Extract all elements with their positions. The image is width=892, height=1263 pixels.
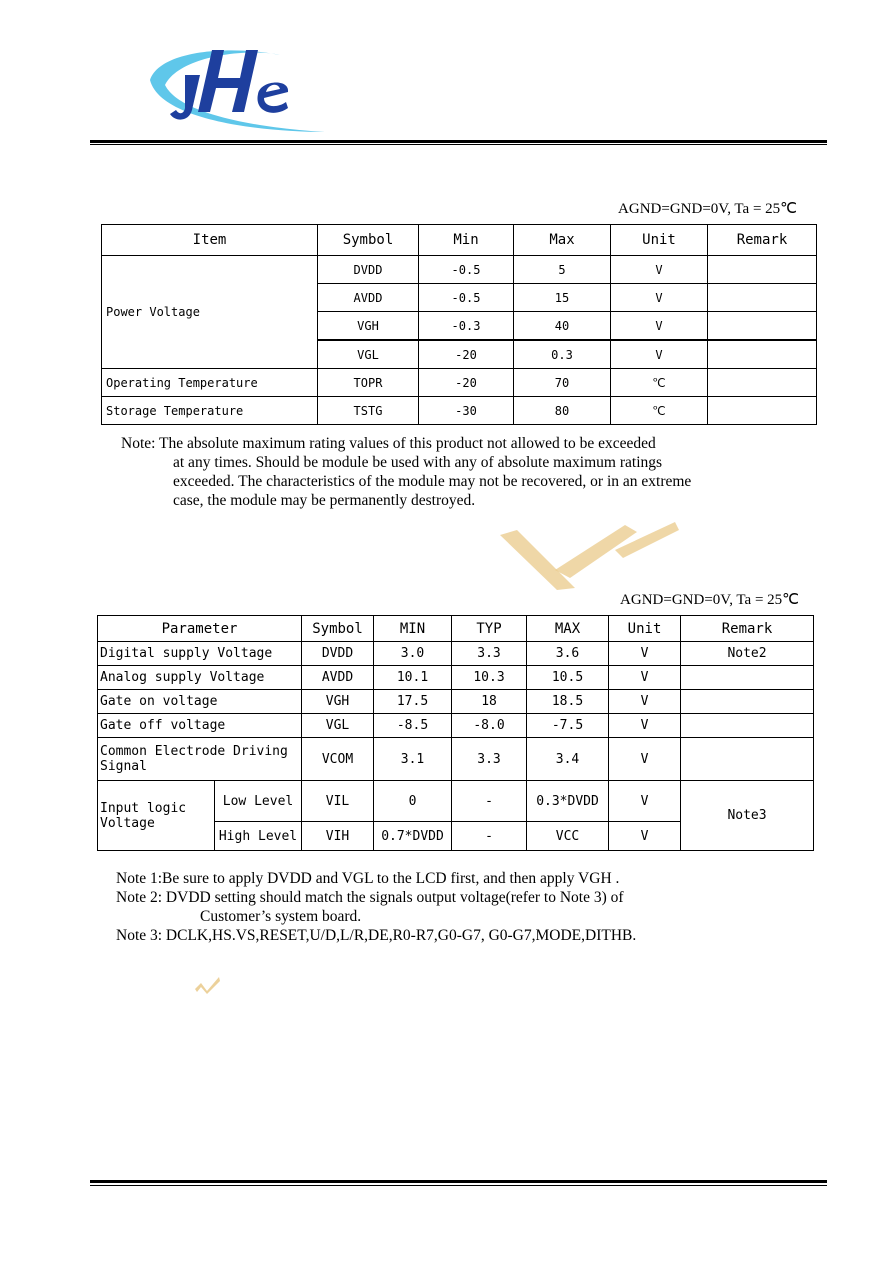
header-item: Item bbox=[102, 225, 318, 256]
param-cell: Gate on voltage bbox=[98, 690, 302, 714]
min-cell: -0.5 bbox=[419, 284, 514, 312]
unit-cell: V bbox=[609, 738, 681, 781]
table-row bbox=[102, 397, 817, 425]
remark-cell bbox=[708, 397, 817, 425]
header-remark: Remark bbox=[681, 616, 814, 642]
unit-cell: V bbox=[609, 714, 681, 738]
typ-cell: - bbox=[452, 822, 527, 851]
min-cell: 0.7*DVDD bbox=[374, 822, 452, 851]
unit-cell: V bbox=[609, 781, 681, 822]
table-row bbox=[98, 714, 814, 738]
note-1: Note 1:Be sure to apply DVDD and VGL to the LCD first, and then apply VGH . bbox=[116, 870, 620, 887]
max-cell: 3.4 bbox=[527, 738, 609, 781]
symbol-cell: TOPR bbox=[318, 369, 419, 397]
typ-cell: 10.3 bbox=[452, 666, 527, 690]
note-line: exceeded. The characteristics of the module may not be recovered, or in an extreme bbox=[173, 473, 692, 490]
param-cell: Gate off voltage bbox=[98, 714, 302, 738]
company-logo bbox=[140, 40, 330, 140]
max-cell: -7.5 bbox=[527, 714, 609, 738]
remark-cell bbox=[681, 738, 814, 781]
level-cell: Low Level bbox=[215, 781, 302, 822]
remark-cell bbox=[681, 690, 814, 714]
remark-cell bbox=[708, 256, 817, 284]
symbol-cell: VCOM bbox=[302, 738, 374, 781]
min-cell: -8.5 bbox=[374, 714, 452, 738]
remark-cell bbox=[681, 714, 814, 738]
max-cell: 0.3 bbox=[514, 340, 611, 369]
typ-cell: 3.3 bbox=[452, 642, 527, 666]
table-row bbox=[98, 642, 814, 666]
table1-note bbox=[121, 434, 691, 510]
param-line: Common Electrode Driving bbox=[100, 744, 288, 759]
min-cell: -30 bbox=[419, 397, 514, 425]
max-cell: 70 bbox=[514, 369, 611, 397]
unit-cell: V bbox=[609, 642, 681, 666]
max-cell: 15 bbox=[514, 284, 611, 312]
input-logic-label bbox=[98, 781, 215, 851]
max-cell: 18.5 bbox=[527, 690, 609, 714]
unit-cell: V bbox=[609, 822, 681, 851]
watermark-mark bbox=[193, 975, 221, 995]
symbol-cell: VGH bbox=[302, 690, 374, 714]
header-typ: TYP bbox=[452, 616, 527, 642]
symbol-cell: VGH bbox=[318, 312, 419, 341]
typ-cell: -8.0 bbox=[452, 714, 527, 738]
unit-cell: V bbox=[609, 666, 681, 690]
symbol-cell: DVDD bbox=[318, 256, 419, 284]
table-header-row bbox=[98, 616, 814, 642]
symbol-cell: AVDD bbox=[318, 284, 419, 312]
header-remark: Remark bbox=[708, 225, 817, 256]
symbol-cell: VGL bbox=[318, 340, 419, 369]
unit-cell: V bbox=[611, 256, 708, 284]
remark-cell bbox=[708, 340, 817, 369]
unit-cell: V bbox=[611, 312, 708, 341]
footer-rule-thin bbox=[90, 1185, 827, 1186]
max-cell: 3.6 bbox=[527, 642, 609, 666]
note-3: Note 3: DCLK,HS.VS,RESET,U/D,L/R,DE,R0-R7,G0-G7, G0-G7,MODE,DITHB. bbox=[116, 927, 637, 944]
absolute-max-ratings-table bbox=[101, 224, 817, 425]
min-cell: -20 bbox=[419, 369, 514, 397]
unit-cell: V bbox=[611, 284, 708, 312]
header-symbol: Symbol bbox=[318, 225, 419, 256]
table-row bbox=[98, 690, 814, 714]
max-cell: 5 bbox=[514, 256, 611, 284]
operating-conditions-table bbox=[97, 615, 814, 851]
header-min: Min bbox=[419, 225, 514, 256]
note-line: Note: The absolute maximum rating values of this product not allowed to be exceeded bbox=[121, 435, 656, 452]
table-header-row bbox=[102, 225, 817, 256]
remark-cell bbox=[708, 369, 817, 397]
min-cell: 17.5 bbox=[374, 690, 452, 714]
min-cell: -20 bbox=[419, 340, 514, 369]
header-unit: Unit bbox=[609, 616, 681, 642]
note-2: Note 2: DVDD setting should match the signals output voltage(refer to Note 3) of bbox=[116, 889, 624, 906]
unit-cell: ℃ bbox=[611, 397, 708, 425]
item-cell: Storage Temperature bbox=[102, 397, 318, 425]
table-row bbox=[102, 369, 817, 397]
max-cell: 40 bbox=[514, 312, 611, 341]
max-cell: VCC bbox=[527, 822, 609, 851]
remark-cell bbox=[708, 284, 817, 312]
symbol-cell: TSTG bbox=[318, 397, 419, 425]
min-cell: -0.5 bbox=[419, 256, 514, 284]
table1-condition: AGND=GND=0V, Ta = 25℃ bbox=[618, 201, 797, 217]
symbol-cell: VIL bbox=[302, 781, 374, 822]
level-cell: High Level bbox=[215, 822, 302, 851]
table2-notes bbox=[116, 869, 636, 945]
unit-cell: V bbox=[609, 690, 681, 714]
param-cell bbox=[98, 738, 302, 781]
note-2-continued: Customer’s system board. bbox=[200, 908, 362, 925]
item-cell: Operating Temperature bbox=[102, 369, 318, 397]
max-cell: 10.5 bbox=[527, 666, 609, 690]
table-row bbox=[102, 256, 817, 284]
typ-cell: 3.3 bbox=[452, 738, 527, 781]
min-cell: -0.3 bbox=[419, 312, 514, 341]
remark-cell bbox=[708, 312, 817, 341]
table-row bbox=[98, 781, 814, 822]
header-parameter: Parameter bbox=[98, 616, 302, 642]
min-cell: 0 bbox=[374, 781, 452, 822]
watermark-graphic bbox=[495, 520, 680, 592]
min-cell: 10.1 bbox=[374, 666, 452, 690]
remark-cell bbox=[681, 666, 814, 690]
table-row bbox=[98, 666, 814, 690]
remark-cell: Note3 bbox=[681, 781, 814, 851]
symbol-cell: VIH bbox=[302, 822, 374, 851]
typ-cell: 18 bbox=[452, 690, 527, 714]
header-min: MIN bbox=[374, 616, 452, 642]
header-max: MAX bbox=[527, 616, 609, 642]
unit-cell: V bbox=[611, 340, 708, 369]
note-line: case, the module may be permanently destroyed. bbox=[173, 492, 476, 509]
remark-cell: Note2 bbox=[681, 642, 814, 666]
symbol-cell: DVDD bbox=[302, 642, 374, 666]
min-cell: 3.1 bbox=[374, 738, 452, 781]
unit-cell: ℃ bbox=[611, 369, 708, 397]
symbol-cell: VGL bbox=[302, 714, 374, 738]
header-symbol: Symbol bbox=[302, 616, 374, 642]
max-cell: 80 bbox=[514, 397, 611, 425]
max-cell: 0.3*DVDD bbox=[527, 781, 609, 822]
param-line: Signal bbox=[100, 759, 147, 774]
note-line: at any times. Should be module be used with any of absolute maximum ratings bbox=[173, 454, 663, 471]
header-unit: Unit bbox=[611, 225, 708, 256]
param-line: Input logic bbox=[100, 800, 187, 816]
table-row bbox=[98, 738, 814, 781]
header-rule bbox=[90, 140, 827, 143]
footer-rule bbox=[90, 1180, 827, 1183]
typ-cell: - bbox=[452, 781, 527, 822]
param-cell: Analog supply Voltage bbox=[98, 666, 302, 690]
min-cell: 3.0 bbox=[374, 642, 452, 666]
param-cell: Digital supply Voltage bbox=[98, 642, 302, 666]
header-max: Max bbox=[514, 225, 611, 256]
param-line: Voltage bbox=[100, 815, 155, 831]
power-voltage-label: Power Voltage bbox=[102, 256, 318, 369]
symbol-cell: AVDD bbox=[302, 666, 374, 690]
header-rule-thin bbox=[90, 144, 827, 145]
table2-condition: AGND=GND=0V, Ta = 25℃ bbox=[620, 592, 799, 608]
